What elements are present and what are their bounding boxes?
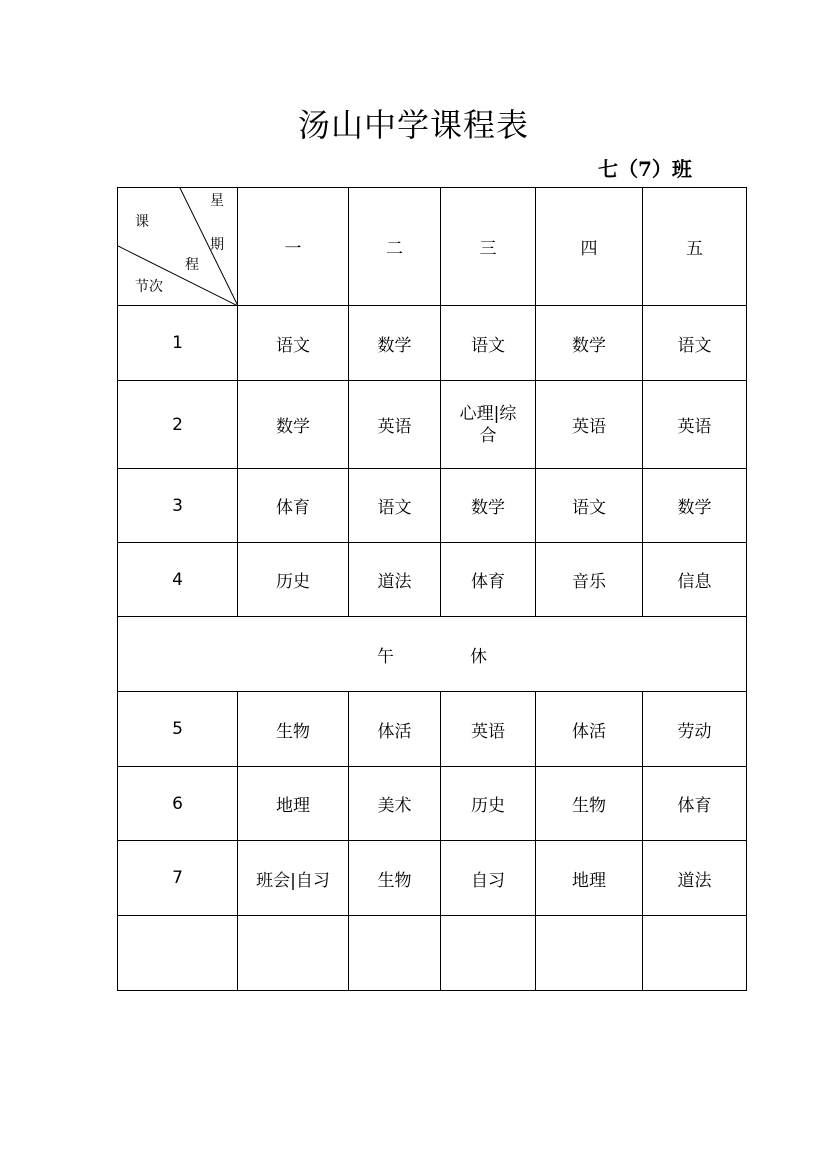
class-cell: 数学 — [536, 306, 643, 381]
class-cell: 体活 — [536, 692, 643, 767]
class-cell: 语文 — [441, 306, 536, 381]
corner-label-star: 星 — [210, 193, 224, 209]
class-cell: 语文 — [643, 306, 747, 381]
corner-label-cheng: 程 — [185, 257, 199, 273]
empty-row — [118, 916, 747, 991]
class-cell: 数学 — [238, 381, 349, 469]
class-cell: 体育 — [238, 469, 349, 543]
class-cell: 语文 — [238, 306, 349, 381]
class-cell: 体育 — [441, 543, 536, 617]
period-number: 1 — [118, 306, 238, 381]
empty-cell — [349, 916, 441, 991]
period-number: 6 — [118, 767, 238, 841]
class-cell: 生物 — [349, 841, 441, 916]
class-cell: 英语 — [441, 692, 536, 767]
class-cell: 语文 — [536, 469, 643, 543]
day-header-mon: 一 — [238, 188, 349, 306]
period-row — [118, 767, 747, 841]
corner-label-qi: 期 — [210, 237, 224, 253]
empty-cell — [118, 916, 238, 991]
period-row — [118, 841, 747, 916]
corner-label-period: 节次 — [135, 279, 163, 295]
day-header-fri: 五 — [643, 188, 747, 306]
class-cell: 英语 — [536, 381, 643, 469]
schedule-table — [117, 187, 747, 991]
class-cell: 历史 — [238, 543, 349, 617]
empty-cell — [238, 916, 349, 991]
class-cell: 劳动 — [643, 692, 747, 767]
class-cell: 体育 — [643, 767, 747, 841]
empty-cell — [536, 916, 643, 991]
page-title: 汤山中学课程表 — [297, 106, 529, 144]
class-cell: 英语 — [349, 381, 441, 469]
class-cell: 体活 — [349, 692, 441, 767]
class-label: 七（7）班 — [598, 157, 692, 181]
period-number: 7 — [118, 841, 238, 916]
class-cell: 信息 — [643, 543, 747, 617]
lunch-label-wu: 午 — [377, 646, 394, 667]
class-cell: 美术 — [349, 767, 441, 841]
period-row — [118, 469, 747, 543]
period-row — [118, 543, 747, 617]
period-row — [118, 306, 747, 381]
class-cell: 道法 — [349, 543, 441, 617]
class-cell: 自习 — [441, 841, 536, 916]
class-cell: 历史 — [441, 767, 536, 841]
period-row — [118, 381, 747, 469]
period-number: 3 — [118, 469, 238, 543]
corner-header-cell — [118, 188, 238, 306]
period-number: 4 — [118, 543, 238, 617]
day-header-wed: 三 — [441, 188, 536, 306]
class-cell: 生物 — [238, 692, 349, 767]
class-cell-text: 心理|综合 — [459, 403, 517, 446]
class-cell: 数学 — [349, 306, 441, 381]
day-header-tue: 二 — [349, 188, 441, 306]
empty-cell — [441, 916, 536, 991]
day-header-thu: 四 — [536, 188, 643, 306]
lunch-break-cell — [118, 617, 747, 692]
period-number: 2 — [118, 381, 238, 469]
class-cell: 道法 — [643, 841, 747, 916]
class-cell: 语文 — [349, 469, 441, 543]
class-cell: 地理 — [238, 767, 349, 841]
corner-label-ke: 课 — [135, 214, 149, 230]
class-cell: 数学 — [643, 469, 747, 543]
class-cell: 英语 — [643, 381, 747, 469]
class-cell: 音乐 — [536, 543, 643, 617]
period-number: 5 — [118, 692, 238, 767]
lunch-label-xiu: 休 — [470, 646, 487, 667]
lunch-row — [118, 617, 747, 692]
class-cell: 数学 — [441, 469, 536, 543]
class-cell — [441, 381, 536, 469]
period-row — [118, 692, 747, 767]
header-row — [118, 188, 747, 306]
class-cell: 生物 — [536, 767, 643, 841]
class-cell: 班会|自习 — [238, 841, 349, 916]
empty-cell — [643, 916, 747, 991]
class-cell: 地理 — [536, 841, 643, 916]
